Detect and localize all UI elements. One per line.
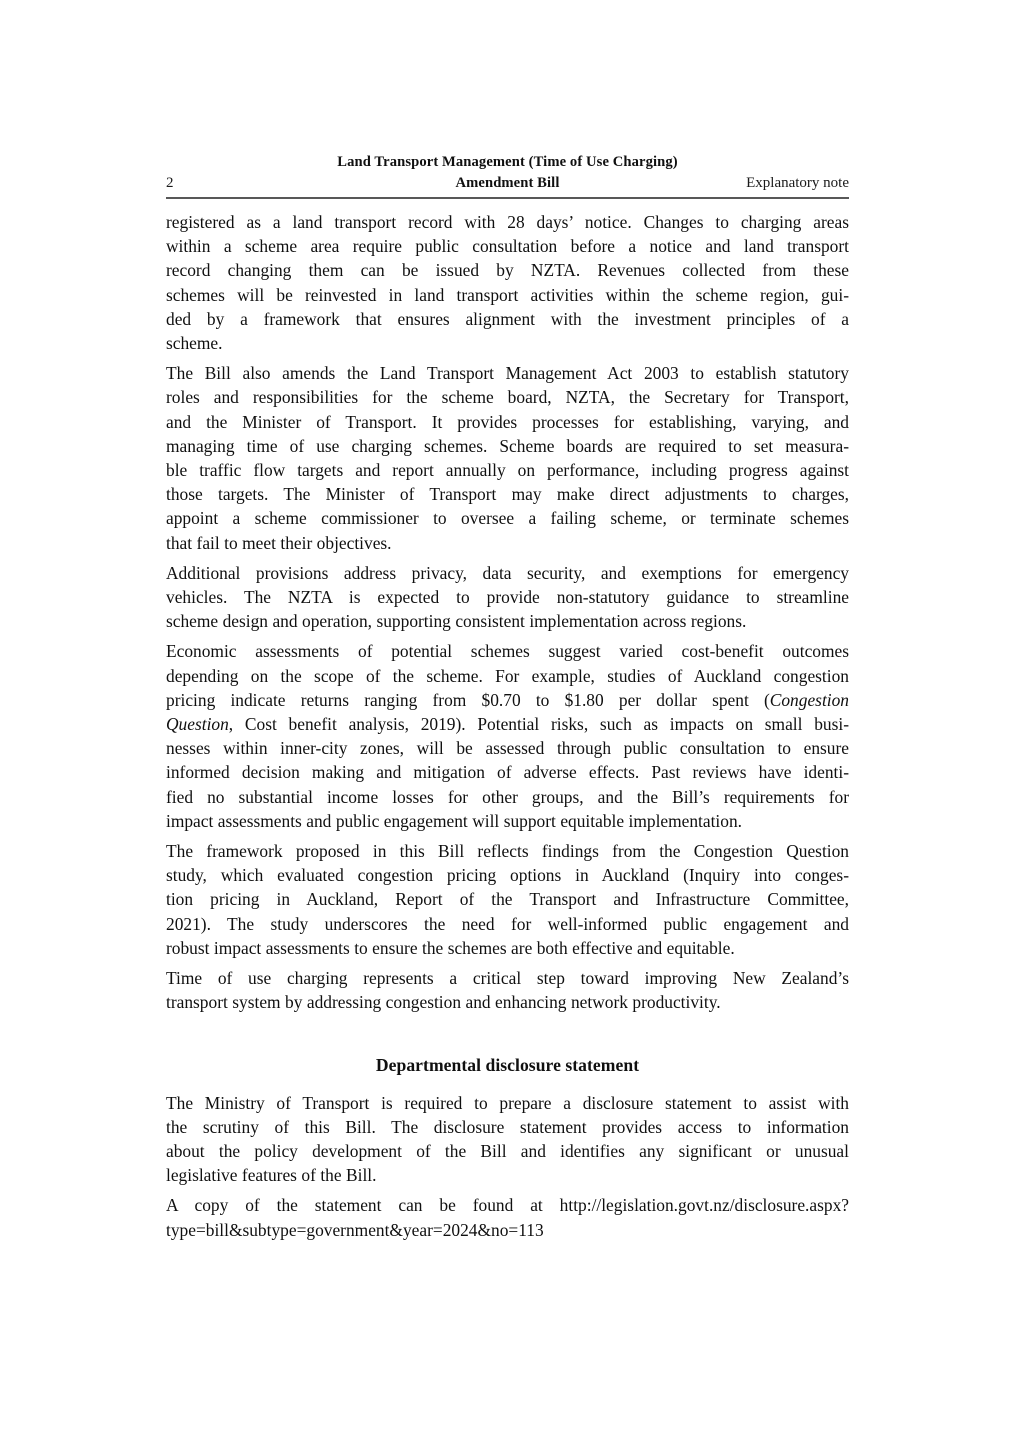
text-line: robust impact assessments to ensure the schemes are both effective and equitable.	[166, 937, 735, 958]
paragraph-5	[166, 839, 849, 960]
text-line: ble traffic flow targets and report annually on performance, including progress against	[166, 460, 849, 481]
paragraph-2	[166, 361, 849, 555]
text-line: those targets. The Minister of Transport may make direct adjustments to charges,	[166, 484, 849, 505]
section-heading-departmental-disclosure-statement: Departmental disclosure statement	[375, 1054, 640, 1075]
text-line: schemes will be reinvested in land transport activities within the scheme region, gui-	[166, 284, 849, 305]
text-line: A copy of the statement can be found at http://legislation.govt.nz/disclosure.aspx?	[166, 1195, 849, 1216]
text-line: type=bill&subtype=government&year=2024&no=113	[166, 1219, 544, 1240]
text-line: Time of use charging represents a critical step toward improving New Zealand’s	[166, 968, 849, 989]
text-line-segment: , Cost benefit analysis, 2019). Potential risks, such as impacts on small busi-	[228, 714, 849, 735]
paragraph-7	[166, 1091, 849, 1188]
section-heading-block	[166, 1053, 849, 1077]
text-line: record changing them can be issued by NZTA. Revenues collected from these	[166, 260, 849, 281]
text-line: nesses within inner-city zones, will be assessed through public consultation to ensure	[166, 738, 849, 759]
text-line: impact assessments and public engagement will support equitable implementation.	[166, 810, 743, 831]
text-line: the scrutiny of this Bill. The disclosure statement provides access to information	[166, 1116, 849, 1137]
running-head-title-line1: Land Transport Management (Time of Use Charging)	[337, 154, 678, 170]
text-line: within a scheme area require public consultation before a notice and land transport	[166, 236, 849, 257]
text-line-with-citation	[166, 712, 849, 736]
text-line: The Ministry of Transport is required to prepare a disclosure statement to assist with	[166, 1092, 849, 1113]
page-content	[166, 152, 849, 1240]
text-line: legislative features of the Bill.	[166, 1165, 377, 1186]
text-line: appoint a scheme commissioner to oversee a failing scheme, or terminate schemes	[166, 508, 849, 529]
running-head-section-label: Explanatory note	[746, 175, 849, 191]
text-line: vehicles. The NZTA is expected to provide non-statutory guidance to streamline	[166, 587, 849, 608]
body-text	[166, 210, 849, 1242]
text-line: fied no substantial income losses for other groups, and the Bill’s requirements for	[166, 786, 849, 807]
text-line: roles and responsibilities for the scheme board, NZTA, the Secretary for Transport,	[166, 387, 849, 408]
running-head-title-line2: Amendment Bill	[455, 175, 560, 191]
citation-title-part1: Congestion	[769, 689, 849, 710]
paragraph-4	[166, 639, 849, 833]
paragraph-8-disclosure-url	[166, 1193, 849, 1241]
text-line: about the policy development of the Bill and identifies any significant or unusual	[166, 1140, 849, 1161]
text-line: informed decision making and mitigation of adverse effects. Past reviews have identi-	[166, 762, 849, 783]
paragraph-6	[166, 966, 849, 1014]
text-line: The Bill also amends the Land Transport Management Act 2003 to establish statutory	[166, 363, 849, 384]
page-number: 2	[166, 175, 174, 191]
running-head	[166, 152, 849, 196]
text-line: managing time of use charging schemes. Scheme boards are required to set measura-	[166, 435, 849, 456]
text-line: Additional provisions address privacy, data security, and exemptions for emergency	[166, 562, 849, 583]
text-line: ded by a framework that ensures alignment with the investment principles of a	[166, 308, 849, 329]
text-line-segment: pricing indicate returns ranging from $0.70 to $1.80 per dollar spent (	[166, 689, 770, 710]
text-line: transport system by addressing congestion and enhancing network productivity.	[166, 992, 721, 1013]
text-line: scheme design and operation, supporting consistent implementation across regions.	[166, 611, 747, 632]
text-line: The framework proposed in this Bill reflects findings from the Congestion Question	[166, 841, 849, 862]
text-line: scheme.	[166, 333, 223, 354]
text-line: depending on the scope of the scheme. For example, studies of Auckland congestion	[166, 665, 849, 686]
text-line: registered as a land transport record with 28 days’ notice. Changes to charging areas	[166, 212, 849, 232]
header-rule	[166, 197, 849, 199]
paragraph-3	[166, 561, 849, 634]
text-line-with-citation	[166, 688, 849, 712]
paragraph-1	[166, 210, 849, 355]
citation-title-part2: Question	[166, 714, 229, 735]
text-line: tion pricing in Auckland, Report of the Transport and Infrastructure Committee,	[166, 889, 849, 910]
text-line: that fail to meet their objectives.	[166, 532, 392, 553]
text-line: Economic assessments of potential schemes suggest varied cost-benefit outcomes	[166, 641, 849, 662]
text-line: and the Minister of Transport. It provides processes for establishing, varying, and	[166, 411, 849, 432]
text-line: study, which evaluated congestion pricing options in Auckland (Inquiry into conges-	[166, 865, 849, 886]
text-line: 2021). The study underscores the need for well-informed public engagement and	[166, 913, 849, 934]
